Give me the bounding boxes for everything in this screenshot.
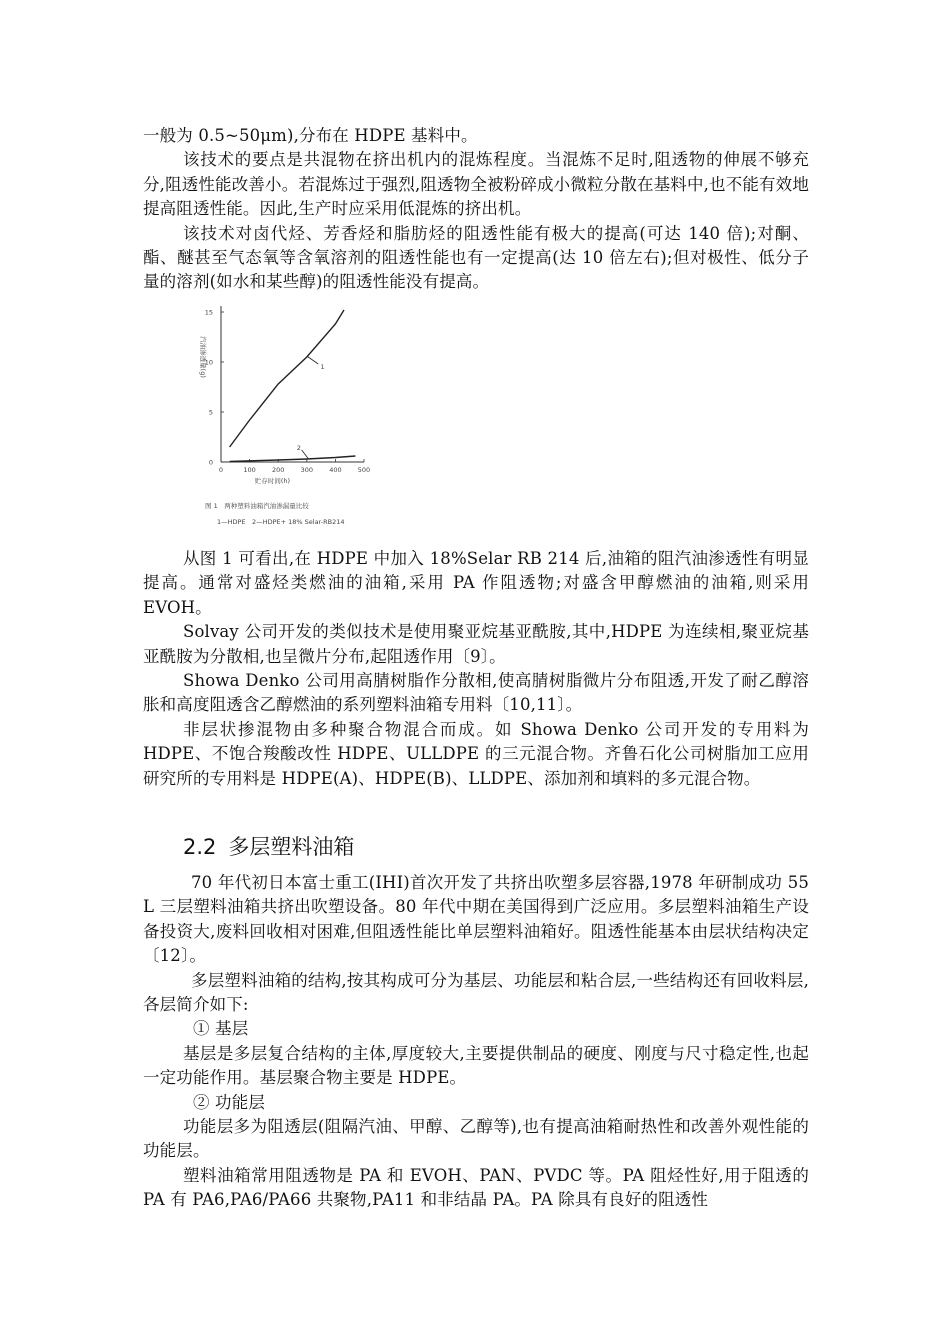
series-line-1 [230,310,344,447]
x-tick-label: 500 [357,466,371,474]
list-item: ② 功能层 [193,1092,265,1112]
paragraph: 塑料油箱常用阻透物是 PA 和 EVOH、PAN、PVDC 等。PA 阻烃性好,用于阻透的 PA 有 PA6,PA6/PA66 共聚物,PA11 和非结晶 PA。PA 除具有良好的阻透性 [143,1165,809,1210]
paragraph: 基层是多层复合结构的主体,厚度较大,主要提供制品的硬度、刚度与尺寸稳定性,也起一定功能作用。基层聚合物主要是 HDPE。 [143,1043,809,1088]
paragraph: Showa Denko 公司用高腈树脂作分散相,使高腈树脂微片分布阻透,开发了耐乙醇溶胀和高度阻透含乙醇燃油的系列塑料油箱专用料〔10,11〕。 [143,671,809,715]
paragraph: 70 年代初日本富士重工(IHI)首次开发了共挤出吹塑多层容器,1978 年研制成功 55 L 三层塑料油箱共挤出吹塑设备。80 年代中期在美国得到广泛应用。多层塑料油箱生产设备投资大,废料回收相对困难,但阻透性能比单层塑料油箱好。阻透性能基本由层状结构决定〔12〕。 [143,873,809,966]
x-axis-label: 贮存时间(h) [254,477,291,485]
x-tick-label: 400 [329,466,342,474]
figure-legend: 1—HDPE 2—HDPE+ 18% Selar-RB214 [217,518,345,526]
x-tick-label: 0 [218,466,224,474]
x-tick-label: 100 [243,466,256,474]
series-2-leader [302,450,309,459]
figure-caption: 图 1 两种塑料油箱汽油渗漏量比较 [205,502,309,510]
text-block-bottom [143,871,809,1213]
figure-1 [193,298,393,536]
chart-plot [199,306,370,485]
paragraph: 多层塑料油箱的结构,按其构成可分为基层、功能层和粘合层,一些结构还有回收料层,各层简介如下: [143,970,809,1015]
y-axis-label: 汽油渗透量(g) [199,336,207,378]
paragraph: Solvay 公司开发的类似技术是使用聚亚烷基亚酰胺,其中,HDPE 为连续相,聚亚烷基亚酰胺为分散相,也呈微片分布,起阻透作用〔9〕。 [143,622,809,666]
paragraph: 该技术的要点是共混物在挤出机内的混炼程度。当混炼不足时,阻透物的伸展不够充分,阻透性能改善小。若混炼过于强烈,阻透物全被粉碎成小微粒分散在基料中,也不能有效地提高阻透性能。因此,生产时应采用低混炼的挤出机。 [143,150,809,219]
paragraph: 一般为 0.5~50μm),分布在 HDPE 基料中。 [143,126,478,145]
paragraph: 非层状掺混物由多种聚合物混合而成。如 Showa Denko 公司开发的专用料为 HDPE、不饱合羧酸改性 HDPE、ULLDPE 的三元混合物。齐鲁石化公司树脂加工应用研究所的专用料是 HDPE(A)、HDPE(B)、LLDPE、添加剂和填料的多元混合物。 [143,719,809,788]
y-tick-label: 10 [204,358,213,367]
text-block-middle [143,547,809,791]
y-tick-label: 0 [208,458,213,467]
section-heading [183,831,354,861]
paragraph: 从图 1 可看出,在 HDPE 中加入 18%Selar RB 214 后,油箱的阻汽油渗透性有明显提高。通常对盛烃类燃油的油箱,采用 PA 作阻透物;对盛含甲醇燃油的油箱,则采用 EVOH。 [143,549,809,617]
text-block-top [143,124,809,295]
list-item: ① 基层 [193,1019,249,1039]
series-1-leader [307,356,318,364]
x-tick-label: 200 [271,466,285,474]
section-title: 多层塑料油箱 [228,835,355,859]
section-number: 2.2 [183,835,217,859]
paragraph: 该技术对卤代烃、芳香烃和脂肪烃的阻透性能有极大的提高(可达 140 倍);对酮、酯、醚甚至气态氧等含氧溶剂的阻透性能也有一定提高(达 10 倍左右);但对极性、低分子量的溶剂(如水和某些醇)的阻透性能没有提高。 [143,223,809,292]
series-line-2 [230,456,356,462]
x-tick-label: 300 [300,466,314,474]
y-tick-label: 5 [208,408,213,417]
series-2-label: 2 [296,444,301,452]
paragraph: 功能层多为阻透层(阻隔汽油、甲醇、乙醇等),也有提高油箱耐热性和改善外观性能的功能层。 [143,1117,809,1161]
y-tick-label: 15 [204,308,213,317]
series-1-label: 1 [320,363,325,371]
